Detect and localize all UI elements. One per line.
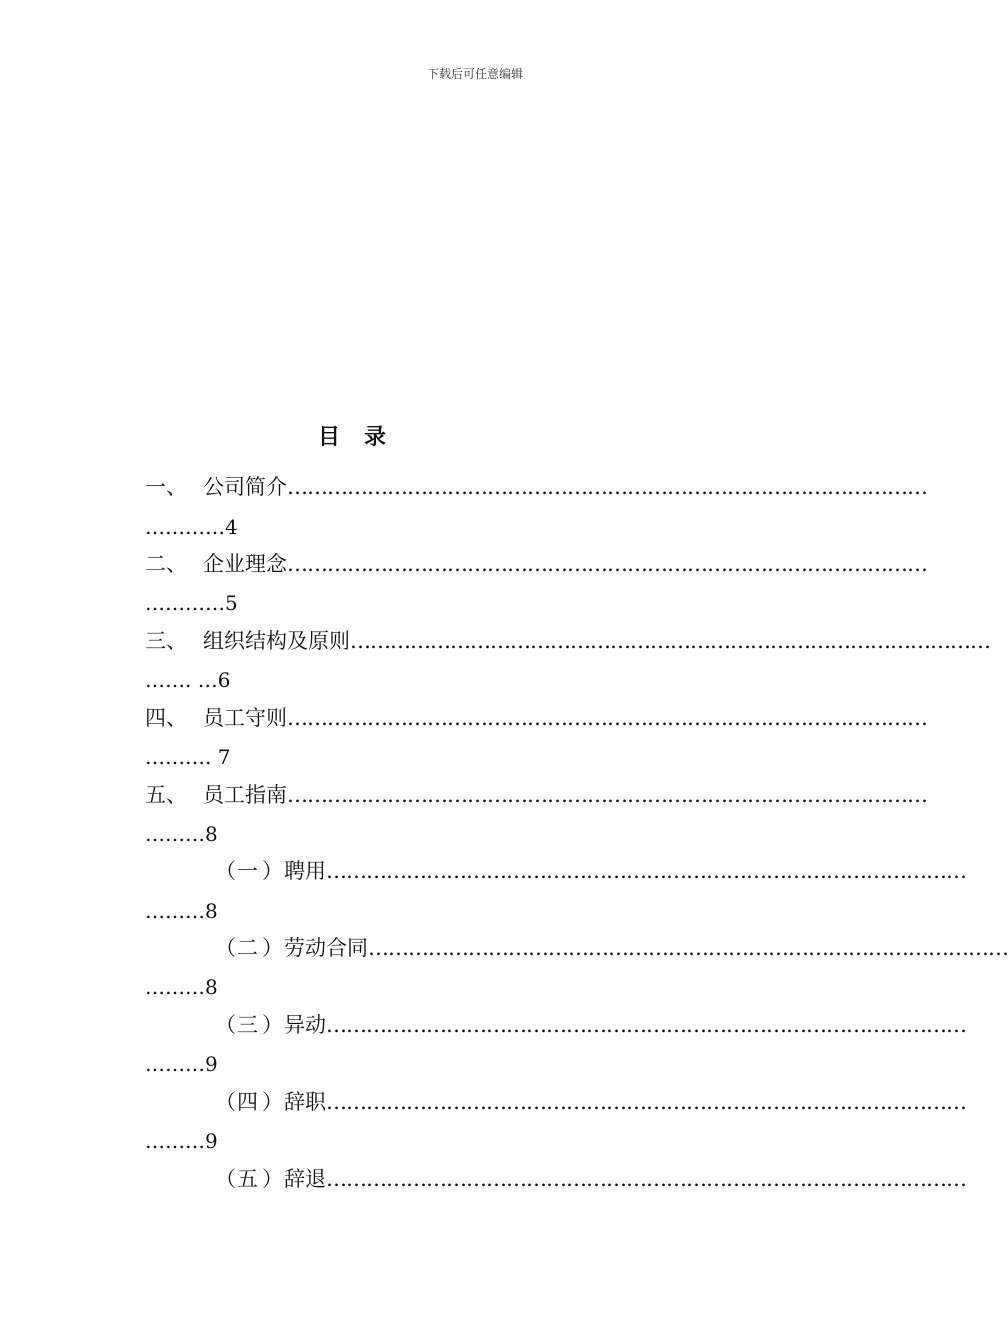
toc-entry-3: [145, 626, 990, 656]
toc-entry-1: [145, 472, 927, 502]
toc-subentry-number: 三: [237, 1013, 258, 1037]
toc-entry-3-page: ……. …6: [145, 668, 231, 692]
toc-leader-dots: ……………………………………………………………………………………: [350, 629, 990, 653]
toc-subentry-close-paren: ）: [262, 936, 283, 960]
toc-entry-number: 二、: [145, 552, 187, 576]
toc-subentry-1: [215, 856, 966, 886]
toc-title: 目录: [318, 424, 411, 450]
toc-subentry-close-paren: ）: [262, 1167, 283, 1191]
toc-subentry-label: 劳动合同: [284, 936, 368, 960]
page-header-note: 下载后可任意编辑: [426, 67, 523, 81]
toc-subentry-3-page: ………9: [145, 1052, 218, 1076]
toc-entry-number: 五、: [145, 783, 187, 807]
toc-subentry-open-paren: （: [215, 859, 236, 883]
toc-subentry-number: 五: [237, 1167, 258, 1191]
toc-entry-2: [145, 549, 927, 579]
toc-subentry-open-paren: （: [215, 1090, 236, 1114]
toc-entry-label: 公司简介: [203, 475, 287, 499]
toc-leader-dots: ……………………………………………………………………………………: [287, 475, 927, 499]
toc-subentry-number: 二: [237, 936, 258, 960]
toc-subentry-2-page: ………8: [145, 975, 218, 999]
toc-subentry-4: [215, 1087, 966, 1117]
toc-subentry-close-paren: ）: [262, 1013, 283, 1037]
toc-leader-dots: ……………………………………………………………………………………: [287, 706, 927, 730]
toc-subentry-label: 聘用: [284, 859, 326, 883]
toc-entry-number: 一、: [145, 475, 187, 499]
toc-leader-dots: ……………………………………………………………………………………: [326, 1013, 966, 1037]
toc-subentry-number: 四: [237, 1090, 258, 1114]
toc-entry-2-page: …………5: [145, 591, 238, 615]
toc-subentry-3: [215, 1010, 966, 1040]
toc-subentry-close-paren: ）: [262, 859, 283, 883]
toc-entry-label: 企业理念: [203, 552, 287, 576]
toc-entry-1-page: …………4: [145, 515, 238, 539]
toc-leader-dots: ……………………………………………………………………………………: [326, 1167, 966, 1191]
toc-leader-dots: ……………………………………………………………………………………: [287, 783, 927, 807]
toc-subentry-label: 异动: [284, 1013, 326, 1037]
toc-entry-5: [145, 780, 927, 810]
toc-subentry-label: 辞职: [284, 1090, 326, 1114]
toc-subentry-1-page: ………8: [145, 899, 218, 923]
toc-entry-label: 组织结构及原则: [203, 629, 350, 653]
toc-subentry-open-paren: （: [215, 1167, 236, 1191]
toc-subentry-open-paren: （: [215, 936, 236, 960]
toc-subentry-number: 一: [237, 859, 258, 883]
toc-entry-4: [145, 703, 927, 733]
toc-leader-dots: ……………………………………………………………………………………: [326, 1090, 966, 1114]
toc-subentry-open-paren: （: [215, 1013, 236, 1037]
toc-entry-number: 三、: [145, 629, 187, 653]
toc-entry-4-page: ………. 7: [145, 745, 231, 769]
toc-entry-number: 四、: [145, 706, 187, 730]
toc-subentry-label: 辞退: [284, 1167, 326, 1191]
toc-entry-label: 员工守则: [203, 706, 287, 730]
toc-subentry-4-page: ………9: [145, 1129, 218, 1153]
toc-subentry-close-paren: ）: [262, 1090, 283, 1114]
toc-entry-label: 员工指南: [203, 783, 287, 807]
toc-subentry-5: [215, 1164, 966, 1194]
toc-leader-dots: ……………………………………………………………………………………: [326, 859, 966, 883]
toc-entry-5-page: ………8: [145, 822, 218, 846]
toc-leader-dots: ……………………………………………………………………………………: [368, 936, 1008, 960]
toc-subentry-2: [215, 933, 1008, 963]
toc-leader-dots: ……………………………………………………………………………………: [287, 552, 927, 576]
